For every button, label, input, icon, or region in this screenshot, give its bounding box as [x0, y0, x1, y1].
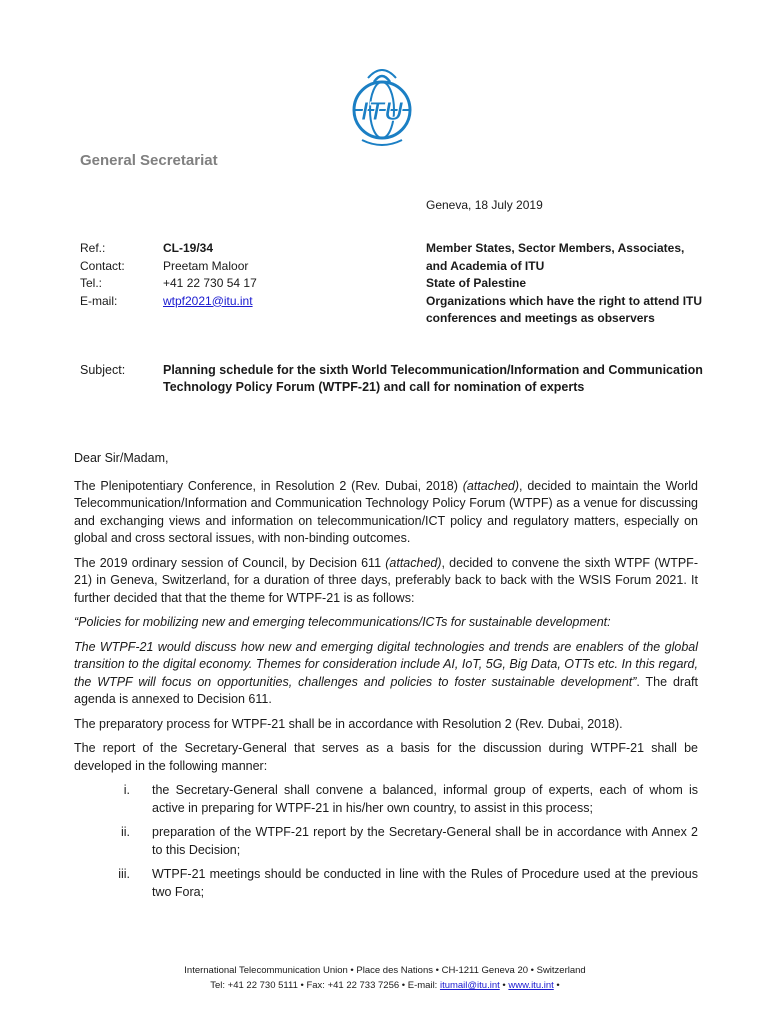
- letter-body: [74, 450, 698, 908]
- recipient-line: Organizations which have the right to attend ITU conferences and meetings as observers: [426, 293, 703, 325]
- tel-value: +41 22 730 54 17: [163, 276, 257, 290]
- list-item: [74, 824, 698, 859]
- footer-contact: [0, 978, 770, 993]
- recipients-block: [426, 240, 708, 328]
- letter-date: Geneva, 18 July 2019: [426, 198, 543, 212]
- paragraph-preparatory: The preparatory process for WTPF-21 shall be in accordance with Resolution 2 (Rev. Dubai, 2018).: [74, 716, 623, 731]
- theme-quote-body: [74, 639, 698, 709]
- list-text: the Secretary-General shall convene a balanced, informal group of experts, each of whom is active in preparing for WTPF-21 in his/her own country, to assist in this process;: [152, 783, 698, 815]
- email-row: [80, 293, 257, 311]
- p1-text-c: , decided to maintain the World Telecommunication/Information and Communication Technology Policy Forum (WTPF) as a venue for discussing and exchanging views and information on telecommunication/ICT policy and regulatory matters, especially on global and cross sectoral issues, with non-binding outcomes.: [74, 478, 698, 545]
- list-number: iii.: [118, 867, 130, 881]
- contact-row: [80, 258, 257, 276]
- theme-quote-title: [74, 614, 698, 632]
- footer-separator: •: [499, 980, 509, 991]
- p2-text-c: , decided to convene the sixth WTPF (WTPF-21) in Geneva, Switzerland, for a duration of three days, preferably back to back with the WSIS Forum 2021. It further decided that that the theme for WTPF-21 is as follows:: [74, 555, 698, 605]
- contact-label: Contact:: [80, 258, 125, 273]
- itu-logo: [344, 68, 420, 148]
- footer-end-bullet: •: [553, 980, 560, 991]
- footer-website-link[interactable]: www.itu.int: [508, 980, 554, 991]
- p2-attached: (attached): [385, 555, 442, 570]
- paragraph-report: The report of the Secretary-General that serves as a basis for the discussion during WTPF-21 shall be developed in the following manner:: [74, 741, 698, 773]
- subject-text: Planning schedule for the sixth World Telecommunication/Information and Communication Technology Policy Forum (WTPF-21) and call for nomination of experts: [163, 363, 703, 394]
- list-item: [74, 866, 698, 901]
- quote-body-text: The WTPF-21 would discuss how new and emerging digital technologies and trends are enablers of the global transition to the digital economy. Themes for consideration include AI, IoT, 5G, Big Data, OTTs etc. In this regard, the WTPF will focus on opportunities, challenges and policies to foster sustainable development”: [74, 639, 698, 689]
- footer-email-link[interactable]: itumail@itu.int: [439, 980, 500, 991]
- footer-phone-fax: Tel: +41 22 730 5111 • Fax: +41 22 733 7256 • E-mail:: [210, 980, 440, 991]
- list-number: ii.: [120, 825, 130, 839]
- department-name: General Secretariat: [80, 152, 218, 169]
- quote-tail-text: . The draft agenda is annexed to Decision 611.: [74, 674, 698, 706]
- subject-label: Subject:: [80, 363, 126, 377]
- list-text: preparation of the WTPF-21 report by the Secretary-General shall be in accordance with Annex 2 to this Decision;: [152, 825, 698, 857]
- quote-title-text: “Policies for mobilizing new and emerging telecommunications/ICTs for sustainable development:: [74, 615, 611, 629]
- list-text: WTPF-21 meetings should be conducted in line with the Rules of Procedure used at the previous two Fora;: [152, 867, 698, 899]
- paragraph-council: [74, 555, 698, 608]
- contact-value: Preetam Maloor: [163, 258, 249, 273]
- page-footer: [0, 963, 770, 993]
- recipient-line: State of Palestine: [426, 276, 527, 290]
- list-number: i.: [123, 783, 130, 797]
- p1-attached: (attached): [462, 478, 520, 493]
- tel-label: Tel.:: [80, 276, 103, 290]
- reference-block: [80, 240, 257, 310]
- subject-block: [80, 362, 703, 396]
- ref-label: Ref.:: [80, 241, 106, 255]
- ref-row: [80, 240, 257, 258]
- recipient-line: Member States, Sector Members, Associates, and Academia of ITU: [426, 241, 685, 273]
- svg-text:ITU: ITU: [361, 96, 403, 126]
- ref-value: CL-19/34: [163, 241, 214, 255]
- footer-address: International Telecommunication Union • Place des Nations • CH-1211 Geneva 20 • Switzerland: [184, 965, 586, 976]
- tel-row: [80, 275, 257, 293]
- paragraph-resolution: [74, 478, 698, 548]
- p1-text-a: The Plenipotentiary Conference, in Resolution 2 (Rev. Dubai, 2018): [74, 478, 463, 493]
- numbered-list: [74, 782, 698, 901]
- itu-logo-icon: [344, 68, 420, 148]
- email-label: E-mail:: [80, 293, 118, 308]
- list-item: [74, 782, 698, 817]
- p2-text-a: The 2019 ordinary session of Council, by Decision 611: [74, 555, 386, 570]
- greeting: Dear Sir/Madam,: [74, 451, 169, 465]
- contact-email-link[interactable]: wtpf2021@itu.int: [163, 293, 253, 308]
